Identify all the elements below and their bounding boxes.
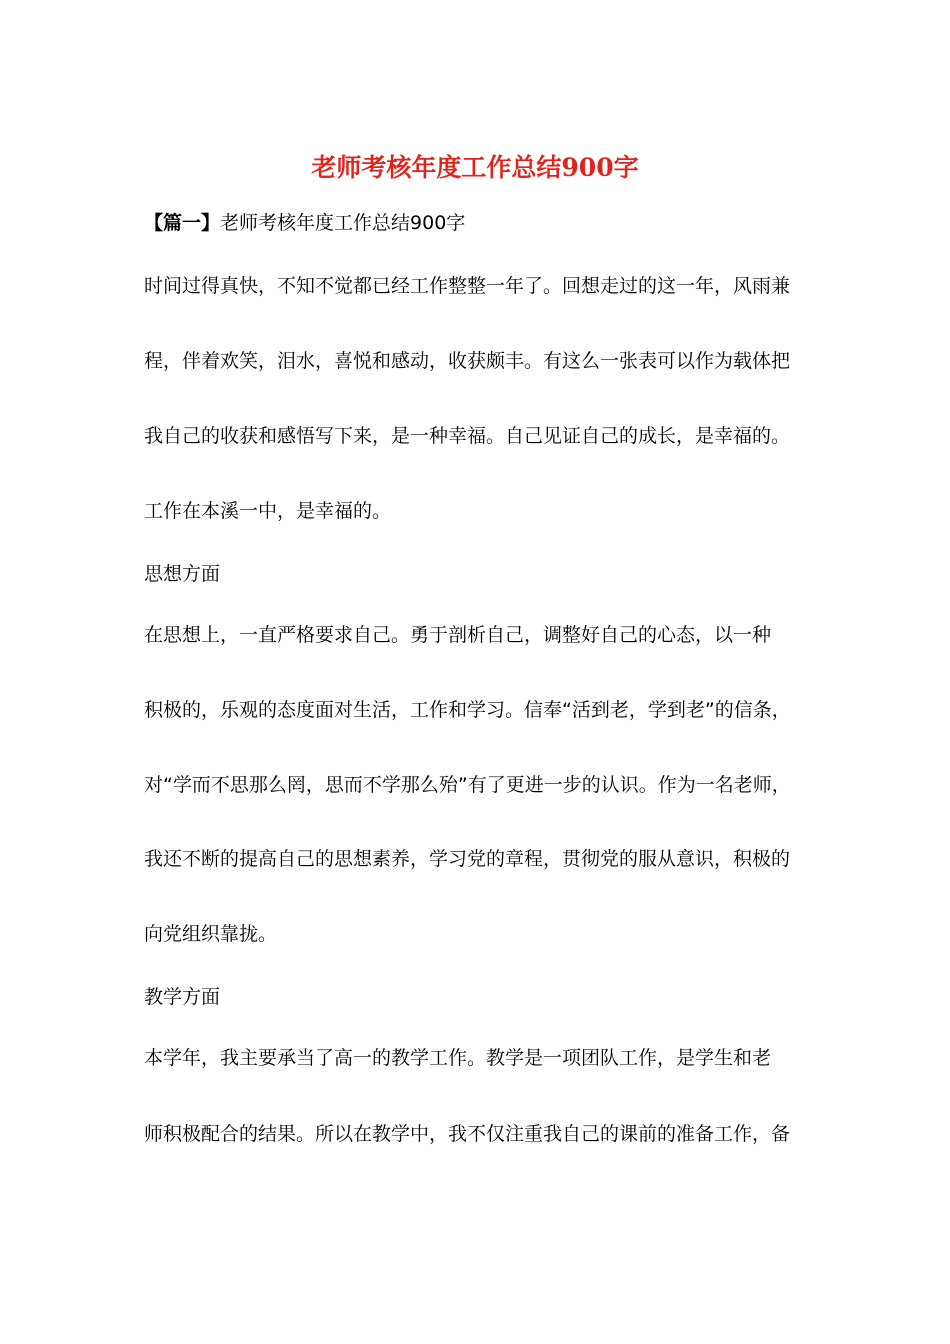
paragraph-line: 我还不断的提高自己的思想素养，学习党的章程，贯彻党的服从意识，积极的 [144,848,791,870]
paragraph-line: 程，伴着欢笑，泪水，喜悦和感动，收获颇丰。有这么一张表可以作为载体把 [144,350,791,372]
paragraph-line: 在思想上，一直严格要求自己。勇于剖析自己，调整好自己的心态，以一种 [144,624,772,646]
section-heading [144,209,465,237]
paragraph-line: 积极的，乐观的态度面对生活，工作和学习。信奉“活到老，学到老”的信条， [144,699,791,721]
paragraph-line: 我自己的收获和感悟写下来，是一种幸福。自己见证自己的成长，是幸福的。 [144,425,791,447]
paragraph-line: 师积极配合的结果。所以在教学中，我不仅注重我自己的课前的准备工作，备 [144,1123,791,1145]
document-title: 老师考核年度工作总结900字 [311,153,639,182]
section-subheading-teaching: 教学方面 [144,986,221,1008]
paragraph-line: 时间过得真快，不知不觉都已经工作整整一年了。回想走过的这一年，风雨兼 [144,275,791,297]
paragraph-line: 本学年，我主要承当了高一的教学工作。教学是一项团队工作，是学生和老 [144,1047,772,1069]
paragraph-line: 向党组织靠拢。 [144,923,278,945]
paragraph-line: 工作在本溪一中，是幸福的。 [144,500,392,522]
section-label: 【篇一】 [144,212,221,234]
paragraph-line: 对“学而不思那么罔，思而不学那么殆”有了更进一步的认识。作为一名老师， [144,774,791,796]
section-subheading-thought: 思想方面 [144,563,221,585]
section-title: 老师考核年度工作总结900字 [220,212,466,234]
